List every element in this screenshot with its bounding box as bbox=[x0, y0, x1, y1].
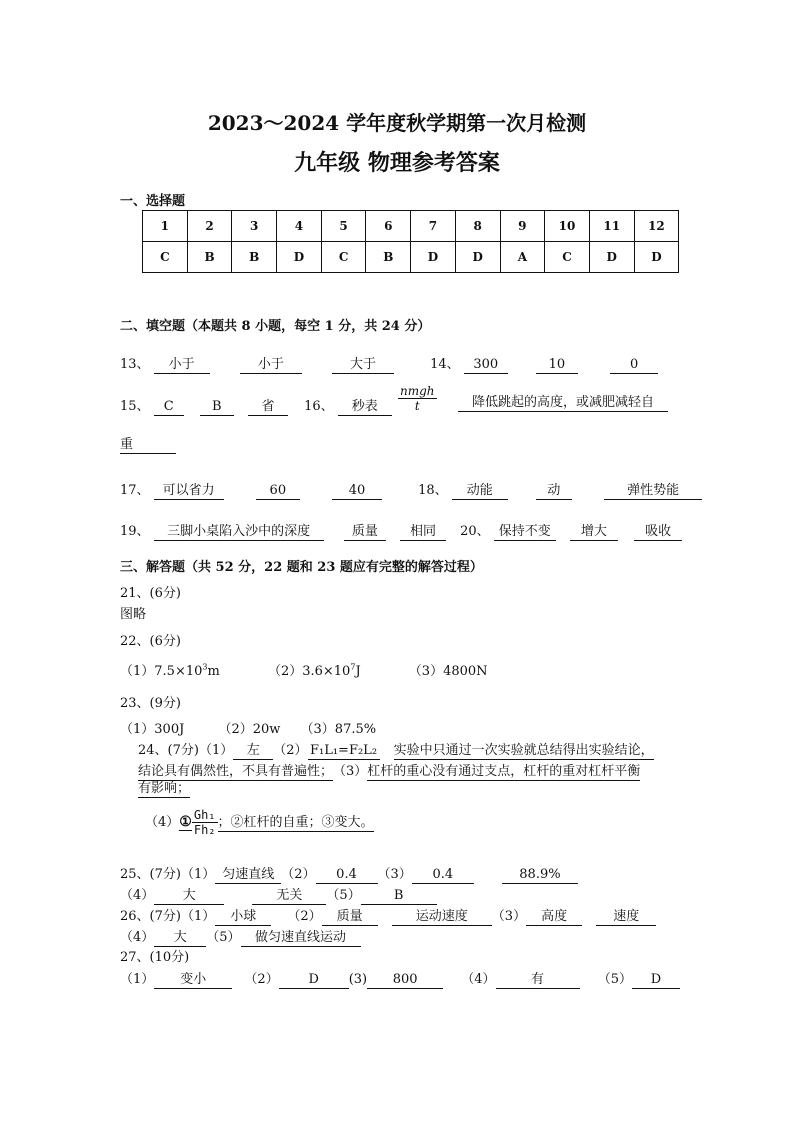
q25-line2 bbox=[120, 884, 437, 905]
question-label: 16、 bbox=[304, 399, 334, 414]
question-number: 10 bbox=[545, 211, 590, 242]
part-label: （2） bbox=[244, 972, 279, 987]
q21-header: 21、(6分) bbox=[120, 586, 181, 601]
answer-blank: 小于 bbox=[240, 357, 302, 374]
q25-header: 25、(7分)（1） bbox=[120, 867, 216, 882]
formula-fraction bbox=[398, 384, 437, 413]
q25-line1 bbox=[120, 863, 578, 884]
q22-header: 22、(6分) bbox=[120, 634, 181, 649]
choice-answer: B bbox=[187, 242, 232, 273]
choice-answer: D bbox=[634, 242, 679, 273]
choice-answer: C bbox=[545, 242, 590, 273]
answer-blank: 无关 bbox=[252, 888, 326, 905]
answer-blank: 40 bbox=[332, 483, 382, 500]
fill-line-19-20 bbox=[120, 520, 682, 541]
answer-blank: 省 bbox=[248, 399, 288, 416]
answer-blank: 小球 bbox=[215, 909, 271, 926]
choice-answer: D bbox=[455, 242, 500, 273]
answer-blank: 0.4 bbox=[316, 867, 378, 884]
table-row bbox=[143, 211, 679, 242]
q26-line1 bbox=[120, 905, 656, 926]
answer-blank: ；②杠杆的自重；③变大。 bbox=[217, 815, 374, 830]
q23-part1: （1）300J bbox=[120, 722, 185, 737]
question-number: 2 bbox=[187, 211, 232, 242]
answer-blank: 大于 bbox=[332, 357, 394, 374]
part-label: （3） bbox=[377, 867, 412, 882]
fill-line-17-18 bbox=[120, 479, 702, 500]
answer-blank: 88.9% bbox=[502, 867, 578, 884]
section-solve: 三、解答题（共 52 分，22 题和 23 题应有完整的解答过程） bbox=[120, 560, 483, 575]
section-choice: 一、选择题 bbox=[120, 194, 186, 209]
question-number: 1 bbox=[143, 211, 188, 242]
question-label: 20、 bbox=[460, 524, 490, 539]
page-subtitle: 九年级 物理参考答案 bbox=[294, 150, 500, 176]
question-number: 9 bbox=[500, 211, 545, 242]
part-label: （4） bbox=[461, 972, 496, 987]
q22-part2: $(2)3.6\times 10^7J$ bbox=[267, 662, 361, 679]
question-label: 18、 bbox=[418, 483, 448, 498]
part-label: (3) bbox=[348, 972, 368, 987]
q24-line3 bbox=[138, 781, 190, 798]
question-number: 3 bbox=[232, 211, 277, 242]
q26-header: 26、(7分)（1） bbox=[120, 909, 216, 924]
table-row bbox=[143, 242, 679, 273]
formula-fraction: $\frac{\text{Gh₁}}{\text{Fh₂}}$ bbox=[193, 808, 216, 837]
fraction-denominator: t bbox=[414, 399, 420, 413]
question-number: 8 bbox=[455, 211, 500, 242]
answer-blank: 三脚小桌陷入沙中的深度 bbox=[154, 524, 324, 541]
answer-blank: 可以省力 bbox=[154, 483, 224, 500]
page-title: 2023～2024 学年度秋学期第一次月检测 bbox=[207, 111, 587, 135]
answer-blank: 0.4 bbox=[412, 867, 474, 884]
answer-blank: 动 bbox=[536, 483, 572, 500]
choice-answer: C bbox=[321, 242, 366, 273]
answer-blank: C bbox=[154, 399, 184, 416]
circled-number: ① bbox=[179, 814, 192, 830]
question-label: 17、 bbox=[120, 483, 150, 498]
part-label: （2） bbox=[281, 867, 316, 882]
answer-blank: 弹性势能 bbox=[604, 483, 702, 500]
q27-header: 27、(10分) bbox=[120, 950, 190, 965]
question-number: 7 bbox=[411, 211, 456, 242]
section-fill: 二、填空题（本题共 8 小题，每空 1 分，共 24 分） bbox=[120, 319, 431, 334]
part-label: （1） bbox=[120, 972, 155, 987]
answer-blank: 有影响； bbox=[138, 781, 191, 796]
part-label: （5） bbox=[597, 972, 632, 987]
answer-blank: 保持不变 bbox=[494, 524, 556, 541]
answer-blank: B bbox=[200, 399, 234, 416]
question-label: 13、 bbox=[120, 357, 150, 372]
answer-blank: 做匀速直线运动 bbox=[241, 930, 361, 947]
answer-blank: 高度 bbox=[526, 909, 582, 926]
part-label: （3） bbox=[491, 909, 527, 924]
fill-line-16b bbox=[458, 395, 668, 412]
choice-answer: D bbox=[277, 242, 322, 273]
part-label: （4） bbox=[120, 888, 155, 903]
q22-part1: $(1)7.5\times 10^3m$ bbox=[120, 662, 220, 679]
fill-line-15-16 bbox=[120, 395, 392, 416]
answer-blank: 大 bbox=[154, 930, 206, 947]
answer-blank: 质量 bbox=[322, 909, 378, 926]
answer-blank: 速度 bbox=[596, 909, 656, 926]
answer-blank: 动能 bbox=[452, 483, 508, 500]
part-label: （4） bbox=[145, 815, 180, 830]
question-label: 15、 bbox=[120, 399, 150, 414]
choice-answer: B bbox=[366, 242, 411, 273]
answer-blank: D bbox=[279, 972, 349, 989]
part-label: （5） bbox=[326, 888, 361, 903]
choice-answer: D bbox=[411, 242, 456, 273]
question-label: 19、 bbox=[120, 524, 150, 539]
answer-blank: 重 bbox=[120, 437, 176, 454]
q21-answer: 图略 bbox=[120, 607, 147, 622]
answer-blank: 匀速直线 bbox=[215, 867, 281, 884]
part-label: （2） bbox=[273, 743, 308, 758]
q22-part3: （3）4800N bbox=[408, 664, 488, 679]
answer-blank: 0 bbox=[610, 357, 658, 374]
answer-blank: 有 bbox=[496, 972, 580, 989]
answer-blank: D bbox=[632, 972, 680, 989]
fraction-numerator: nmgh bbox=[400, 384, 435, 398]
choice-answer: D bbox=[589, 242, 634, 273]
q26-line2 bbox=[120, 926, 361, 947]
answer-blank: 运动速度 bbox=[392, 909, 492, 926]
q24-line2 bbox=[138, 760, 640, 781]
question-number: 12 bbox=[634, 211, 679, 242]
q22-answers bbox=[120, 660, 488, 679]
answer-blank: 10 bbox=[536, 357, 578, 374]
choice-answer: C bbox=[143, 242, 188, 273]
answer-blank: 结论具有偶然性，不具有普遍性； bbox=[138, 764, 334, 779]
answer-blank: F₁L₁=F₂L₂ bbox=[308, 743, 380, 760]
question-label: 14、 bbox=[430, 357, 460, 372]
q24-line4 bbox=[145, 808, 374, 837]
q23-part3: （3）87.5% bbox=[300, 722, 377, 737]
part-label: （2） bbox=[287, 909, 322, 924]
answer-blank: B bbox=[361, 888, 437, 905]
answer-blank: 秒表 bbox=[338, 399, 392, 416]
answer-blank: 变小 bbox=[154, 972, 232, 989]
answer-blank: 降低跳起的高度，或减肥减轻自 bbox=[458, 395, 668, 412]
answer-blank: 吸收 bbox=[634, 524, 682, 541]
question-number: 11 bbox=[589, 211, 634, 242]
choice-answer-table bbox=[142, 210, 679, 273]
fill-line-13-14 bbox=[120, 353, 658, 374]
choice-answer: A bbox=[500, 242, 545, 273]
choice-answer: B bbox=[232, 242, 277, 273]
q24-header: 24、(7分)（1） bbox=[138, 743, 234, 758]
answer-blank: 杠杆的重心没有通过支点，杠杆的重对杠杆平衡 bbox=[367, 764, 641, 779]
question-number: 6 bbox=[366, 211, 411, 242]
answer-blank: 左 bbox=[233, 743, 273, 760]
question-number: 5 bbox=[321, 211, 366, 242]
question-number: 4 bbox=[277, 211, 322, 242]
q23-answers bbox=[120, 718, 376, 737]
answer-blank: 大 bbox=[154, 888, 224, 905]
q23-header: 23、(9分) bbox=[120, 696, 181, 711]
fill-line-16-cont bbox=[120, 437, 176, 454]
answer-blank: 相同 bbox=[400, 524, 446, 541]
answer-blank: 增大 bbox=[570, 524, 618, 541]
q24-line1 bbox=[138, 739, 654, 760]
answer-blank: 小于 bbox=[154, 357, 210, 374]
part-label: （3） bbox=[333, 764, 368, 779]
answer-blank: 质量 bbox=[344, 524, 386, 541]
answer-blank: 300 bbox=[464, 357, 508, 374]
part-label: （5） bbox=[206, 930, 241, 945]
answer-blank: 800 bbox=[367, 972, 443, 989]
q27-line1 bbox=[120, 968, 680, 989]
answer-blank: 60 bbox=[256, 483, 300, 500]
q23-part2: （2）20w bbox=[218, 722, 281, 737]
part-label: （4） bbox=[120, 930, 155, 945]
answer-blank: 实验中只通过一次实验就总结得出实验结论， bbox=[393, 743, 654, 758]
